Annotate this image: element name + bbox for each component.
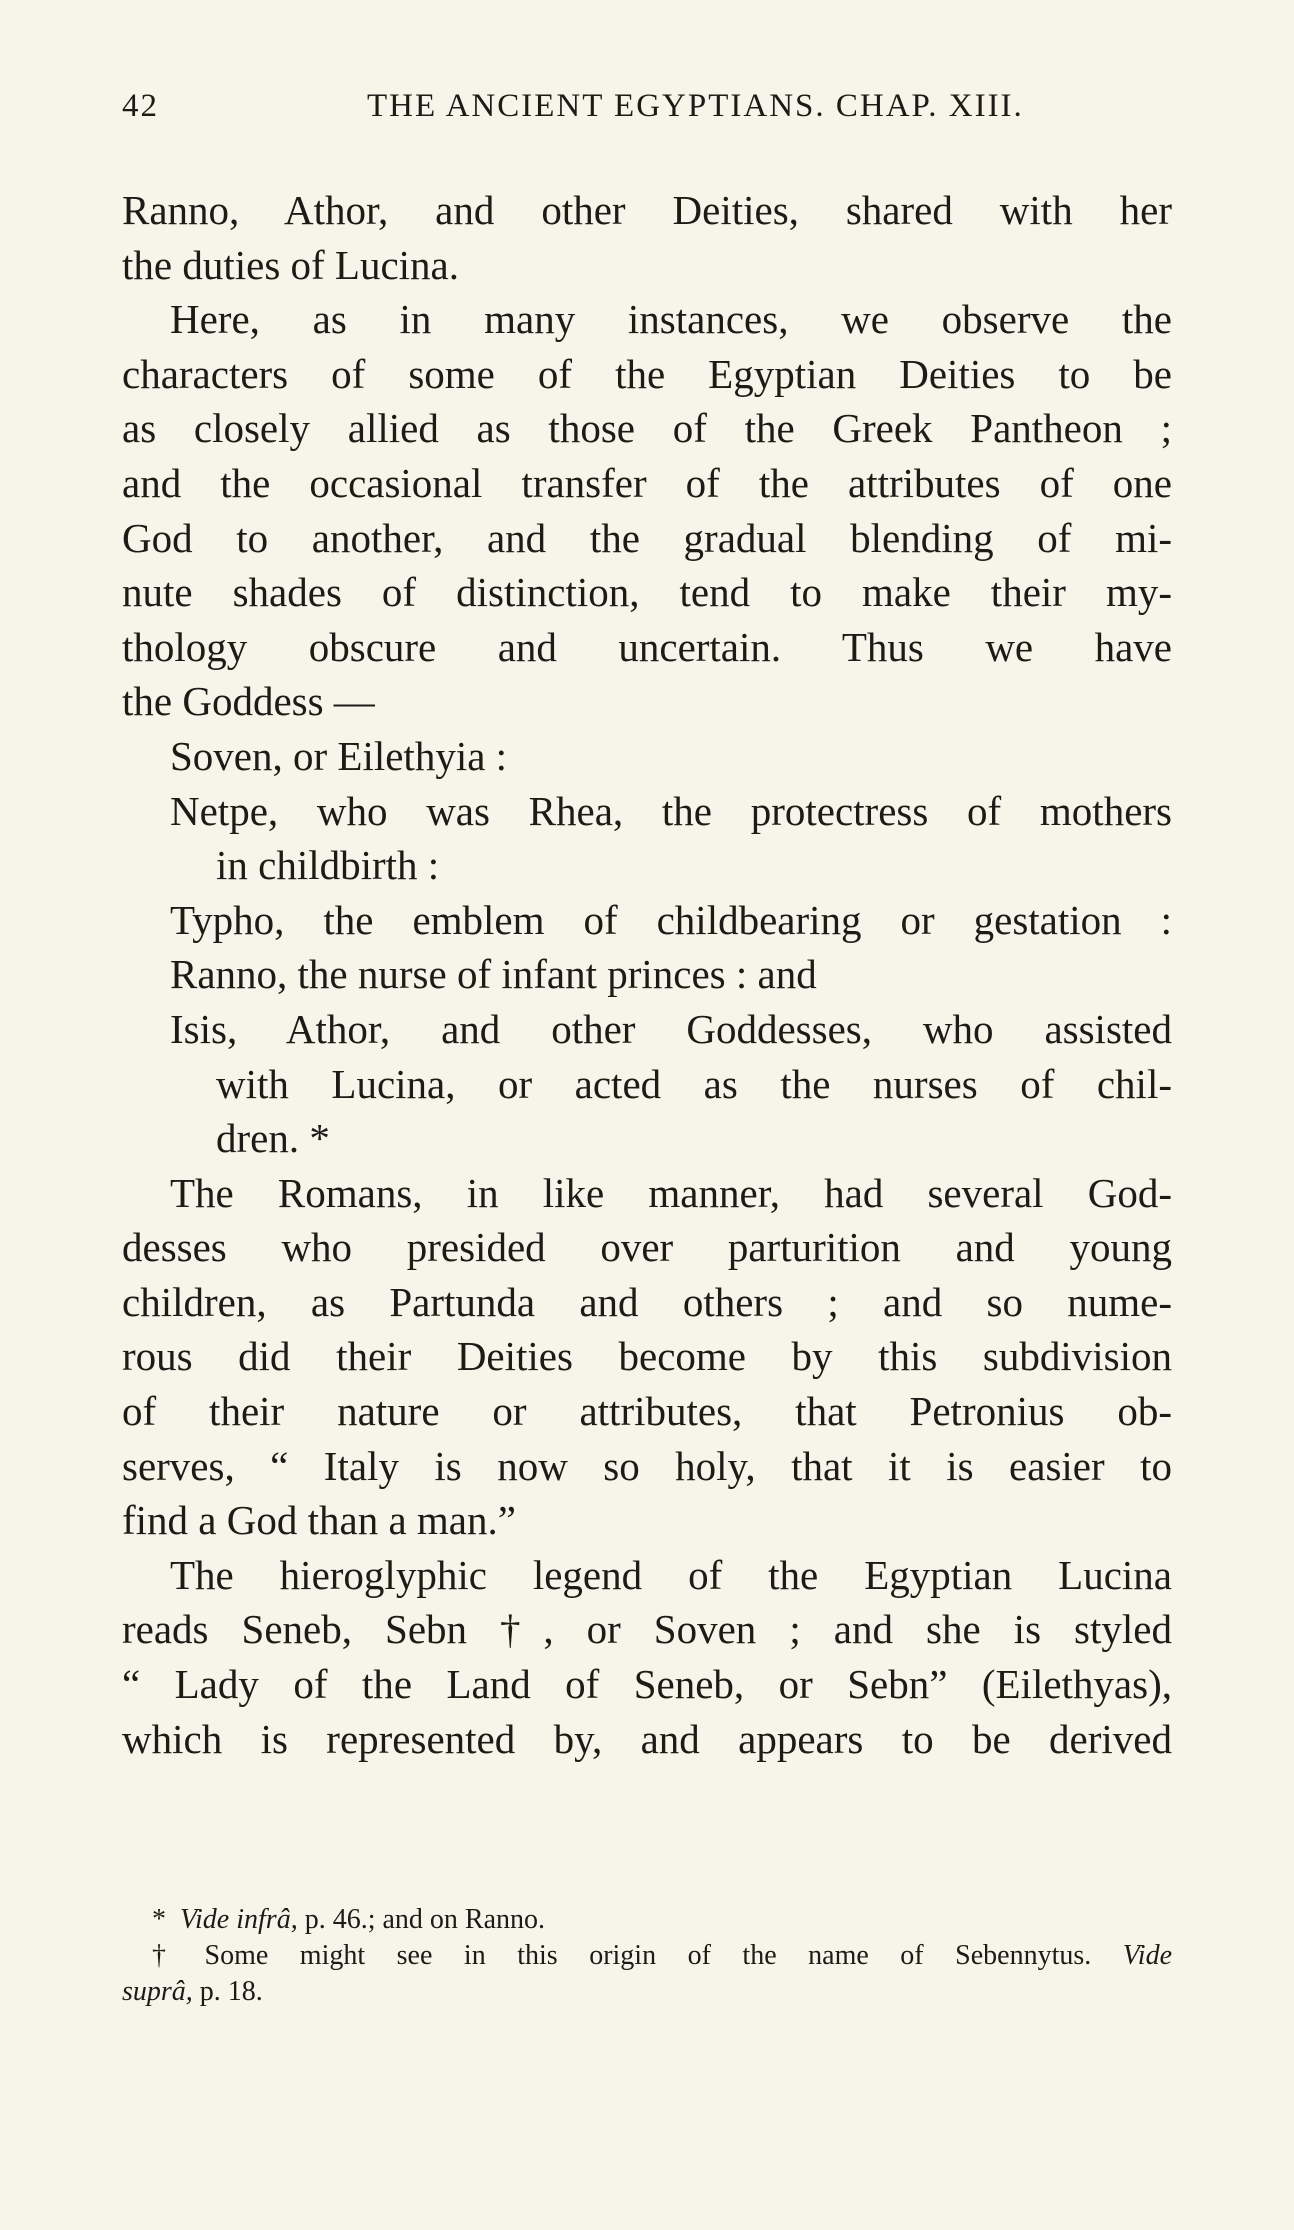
text-line: and the occasional transfer of the attributes of one: [122, 459, 1172, 506]
text-line: children, as Partunda and others ; and so nume-: [122, 1278, 1172, 1325]
list-item-continuation: with Lucina, or acted as the nurses of chil-: [216, 1060, 1172, 1107]
footnote-text: Some might see in this origin of the name of Sebennytus.: [204, 1940, 1123, 1971]
text-line: The Romans, in like manner, had several God-: [170, 1169, 1172, 1216]
list-item: Netpe, who was Rhea, the protectress of mothers: [170, 787, 1172, 834]
text-line: “ Lady of the Land of Seneb, or Sebn” (Eilethyas),: [122, 1661, 1172, 1708]
text-line: serves, “ Italy is now so holy, that it is easier to: [122, 1442, 1172, 1489]
footnote-text: p. 18.: [192, 1976, 263, 2007]
text-line: the duties of Lucina.: [122, 241, 460, 288]
text-line: reads Seneb, Sebn †, or Soven ; and she is styled: [122, 1606, 1172, 1653]
list-item: Ranno, the nurse of infant princes : and: [170, 951, 817, 998]
text-line: rous did their Deities become by this subdivision: [122, 1333, 1172, 1380]
text-line: God to another, and the gradual blending of mi-: [122, 514, 1172, 561]
text-line: as closely allied as those of the Greek Pantheon ;: [122, 405, 1172, 452]
list-item: Typho, the emblem of childbearing or gestation :: [170, 896, 1172, 943]
text-line: desses who presided over parturition and young: [122, 1224, 1172, 1271]
footnote-marker: †: [152, 1940, 191, 1971]
running-title: THE ANCIENT EGYPTIANS. CHAP. XIII.: [367, 88, 1024, 124]
list-item-continuation: dren. *: [216, 1115, 330, 1162]
list-item: Soven, or Eilethyia :: [170, 732, 508, 779]
footnote-italic: suprâ,: [122, 1976, 193, 2007]
text-line: characters of some of the Egyptian Deities to be: [122, 350, 1172, 397]
page-header: [122, 88, 1172, 138]
text-line: Here, as in many instances, we observe the: [170, 296, 1172, 343]
footnote-marker: *: [152, 1904, 166, 1935]
list-item-continuation: in childbirth :: [216, 842, 440, 889]
text-line: thology obscure and uncertain. Thus we have: [122, 623, 1172, 670]
footnote-italic: Vide infrâ,: [180, 1904, 298, 1935]
footnote-continuation: [122, 1974, 1172, 2010]
text-line: of their nature or attributes, that Petronius ob-: [122, 1388, 1172, 1435]
footnotes: [122, 1902, 1172, 2010]
text-line: which is represented by, and appears to be derived: [122, 1715, 1172, 1762]
page-number: 42: [122, 88, 159, 124]
footnote: [122, 1938, 1172, 1974]
footnote: [122, 1902, 1172, 1938]
text-line: nute shades of distinction, tend to make their my-: [122, 569, 1172, 616]
body-text: [122, 183, 1172, 1766]
text-line: Ranno, Athor, and other Deities, shared with her: [122, 187, 1172, 233]
text-line: find a God than a man.”: [122, 1497, 516, 1544]
text-line: the Goddess —: [122, 678, 375, 725]
text-line: The hieroglyphic legend of the Egyptian Lucina: [170, 1551, 1172, 1598]
list-item: Isis, Athor, and other Goddesses, who assisted: [170, 1005, 1172, 1052]
footnote-italic: Vide: [1122, 1940, 1172, 1971]
footnote-text: p. 46.; and on Ranno.: [297, 1904, 545, 1935]
